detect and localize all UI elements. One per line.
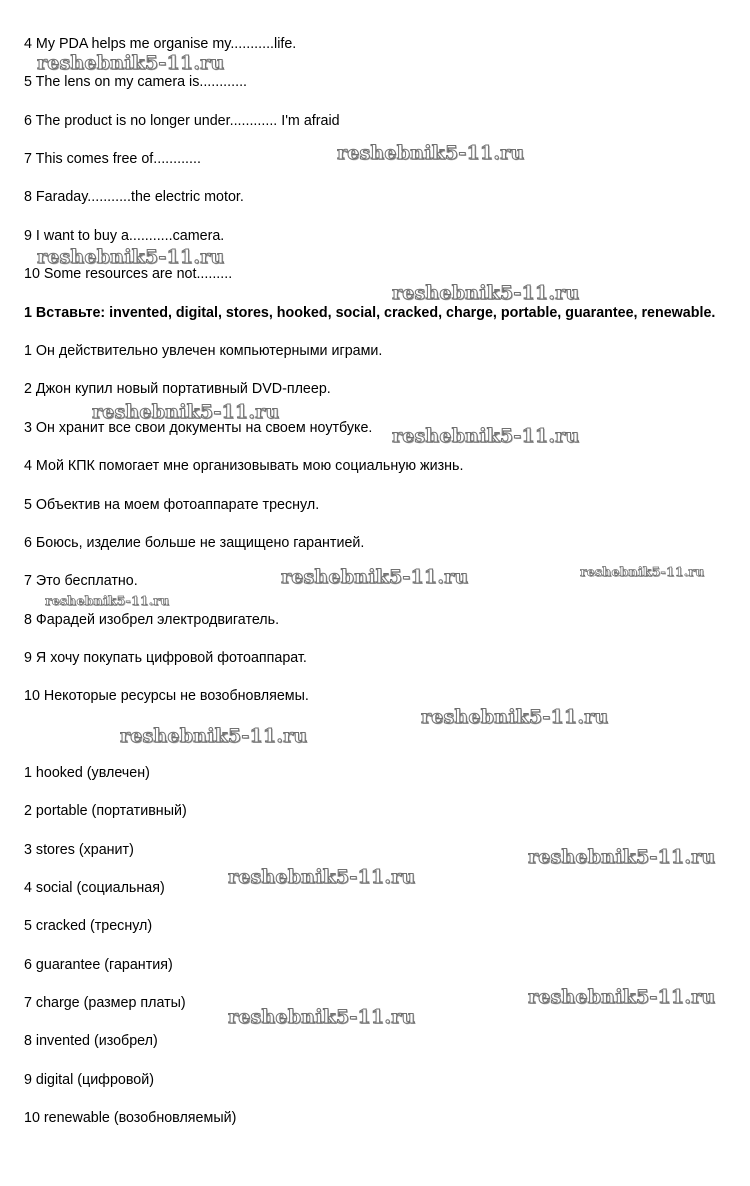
answer-line-7: 7 charge (размер платы) — [24, 995, 186, 1011]
watermark: reshebnik5-11.ru — [228, 1006, 416, 1028]
translation-line-4: 4 Мой КПК помогает мне организовывать мою социальную жизнь. — [24, 458, 464, 474]
translation-line-7: 7 Это бесплатно. — [24, 573, 138, 589]
translation-line-5: 5 Объектив на моем фотоаппарате треснул. — [24, 497, 320, 513]
watermark: reshebnik5-11.ru — [421, 706, 609, 728]
watermark: reshebnik5-11.ru — [528, 986, 716, 1008]
watermark: reshebnik5-11.ru — [281, 566, 469, 588]
watermark: reshebnik5-11.ru — [337, 142, 525, 164]
translation-line-2: 2 Джон купил новый портативный DVD-плеер. — [24, 381, 331, 397]
watermark: reshebnik5-11.ru — [37, 52, 225, 74]
answer-line-10: 10 renewable (возобновляемый) — [24, 1110, 237, 1126]
translation-line-10: 10 Некоторые ресурсы не возобновляемы. — [24, 688, 309, 704]
exercise-line-en-7: 7 This comes free of............ — [24, 151, 201, 167]
answer-line-4: 4 social (социальная) — [24, 880, 165, 896]
exercise-line-en-10: 10 Some resources are not......... — [24, 266, 233, 282]
translation-line-1: 1 Он действительно увлечен компьютерными играми. — [24, 343, 383, 359]
answer-line-5: 5 cracked (треснул) — [24, 918, 153, 934]
answer-line-8: 8 invented (изобрел) — [24, 1033, 158, 1049]
exercise-line-en-6: 6 The product is no longer under............ I'm afraid — [24, 113, 340, 129]
watermark: reshebnik5-11.ru — [392, 282, 580, 304]
watermark: reshebnik5-11.ru — [45, 593, 170, 608]
watermark: reshebnik5-11.ru — [120, 725, 308, 747]
translation-line-3: 3 Он хранит все свои документы на своем ноутбуке. — [24, 420, 373, 436]
answer-line-9: 9 digital (цифровой) — [24, 1072, 154, 1088]
exercise-line-en-8: 8 Faraday...........the electric motor. — [24, 189, 244, 205]
answer-line-6: 6 guarantee (гарантия) — [24, 957, 173, 973]
answer-line-2: 2 portable (портативный) — [24, 803, 187, 819]
exercise-line-en-4: 4 My PDA helps me organise my...........life. — [24, 36, 297, 52]
watermark: reshebnik5-11.ru — [580, 564, 705, 579]
answer-line-1: 1 hooked (увлечен) — [24, 765, 150, 781]
answer-line-3: 3 stores (хранит) — [24, 842, 134, 858]
watermark: reshebnik5-11.ru — [528, 846, 716, 868]
exercise-line-en-5: 5 The lens on my camera is............ — [24, 74, 248, 90]
task-heading: 1 Вставьте: invented, digital, stores, hooked, social, cracked, charge, portable, guarantee, renewable. — [24, 305, 716, 321]
watermark: reshebnik5-11.ru — [37, 246, 225, 268]
exercise-line-en-9: 9 I want to buy a...........camera. — [24, 228, 225, 244]
watermark: reshebnik5-11.ru — [92, 401, 280, 423]
watermark: reshebnik5-11.ru — [228, 866, 416, 888]
watermark: reshebnik5-11.ru — [392, 425, 580, 447]
translation-line-8: 8 Фарадей изобрел электродвигатель. — [24, 612, 280, 628]
translation-line-9: 9 Я хочу покупать цифровой фотоаппарат. — [24, 650, 307, 666]
translation-line-6: 6 Боюсь, изделие больше не защищено гарантией. — [24, 535, 365, 551]
